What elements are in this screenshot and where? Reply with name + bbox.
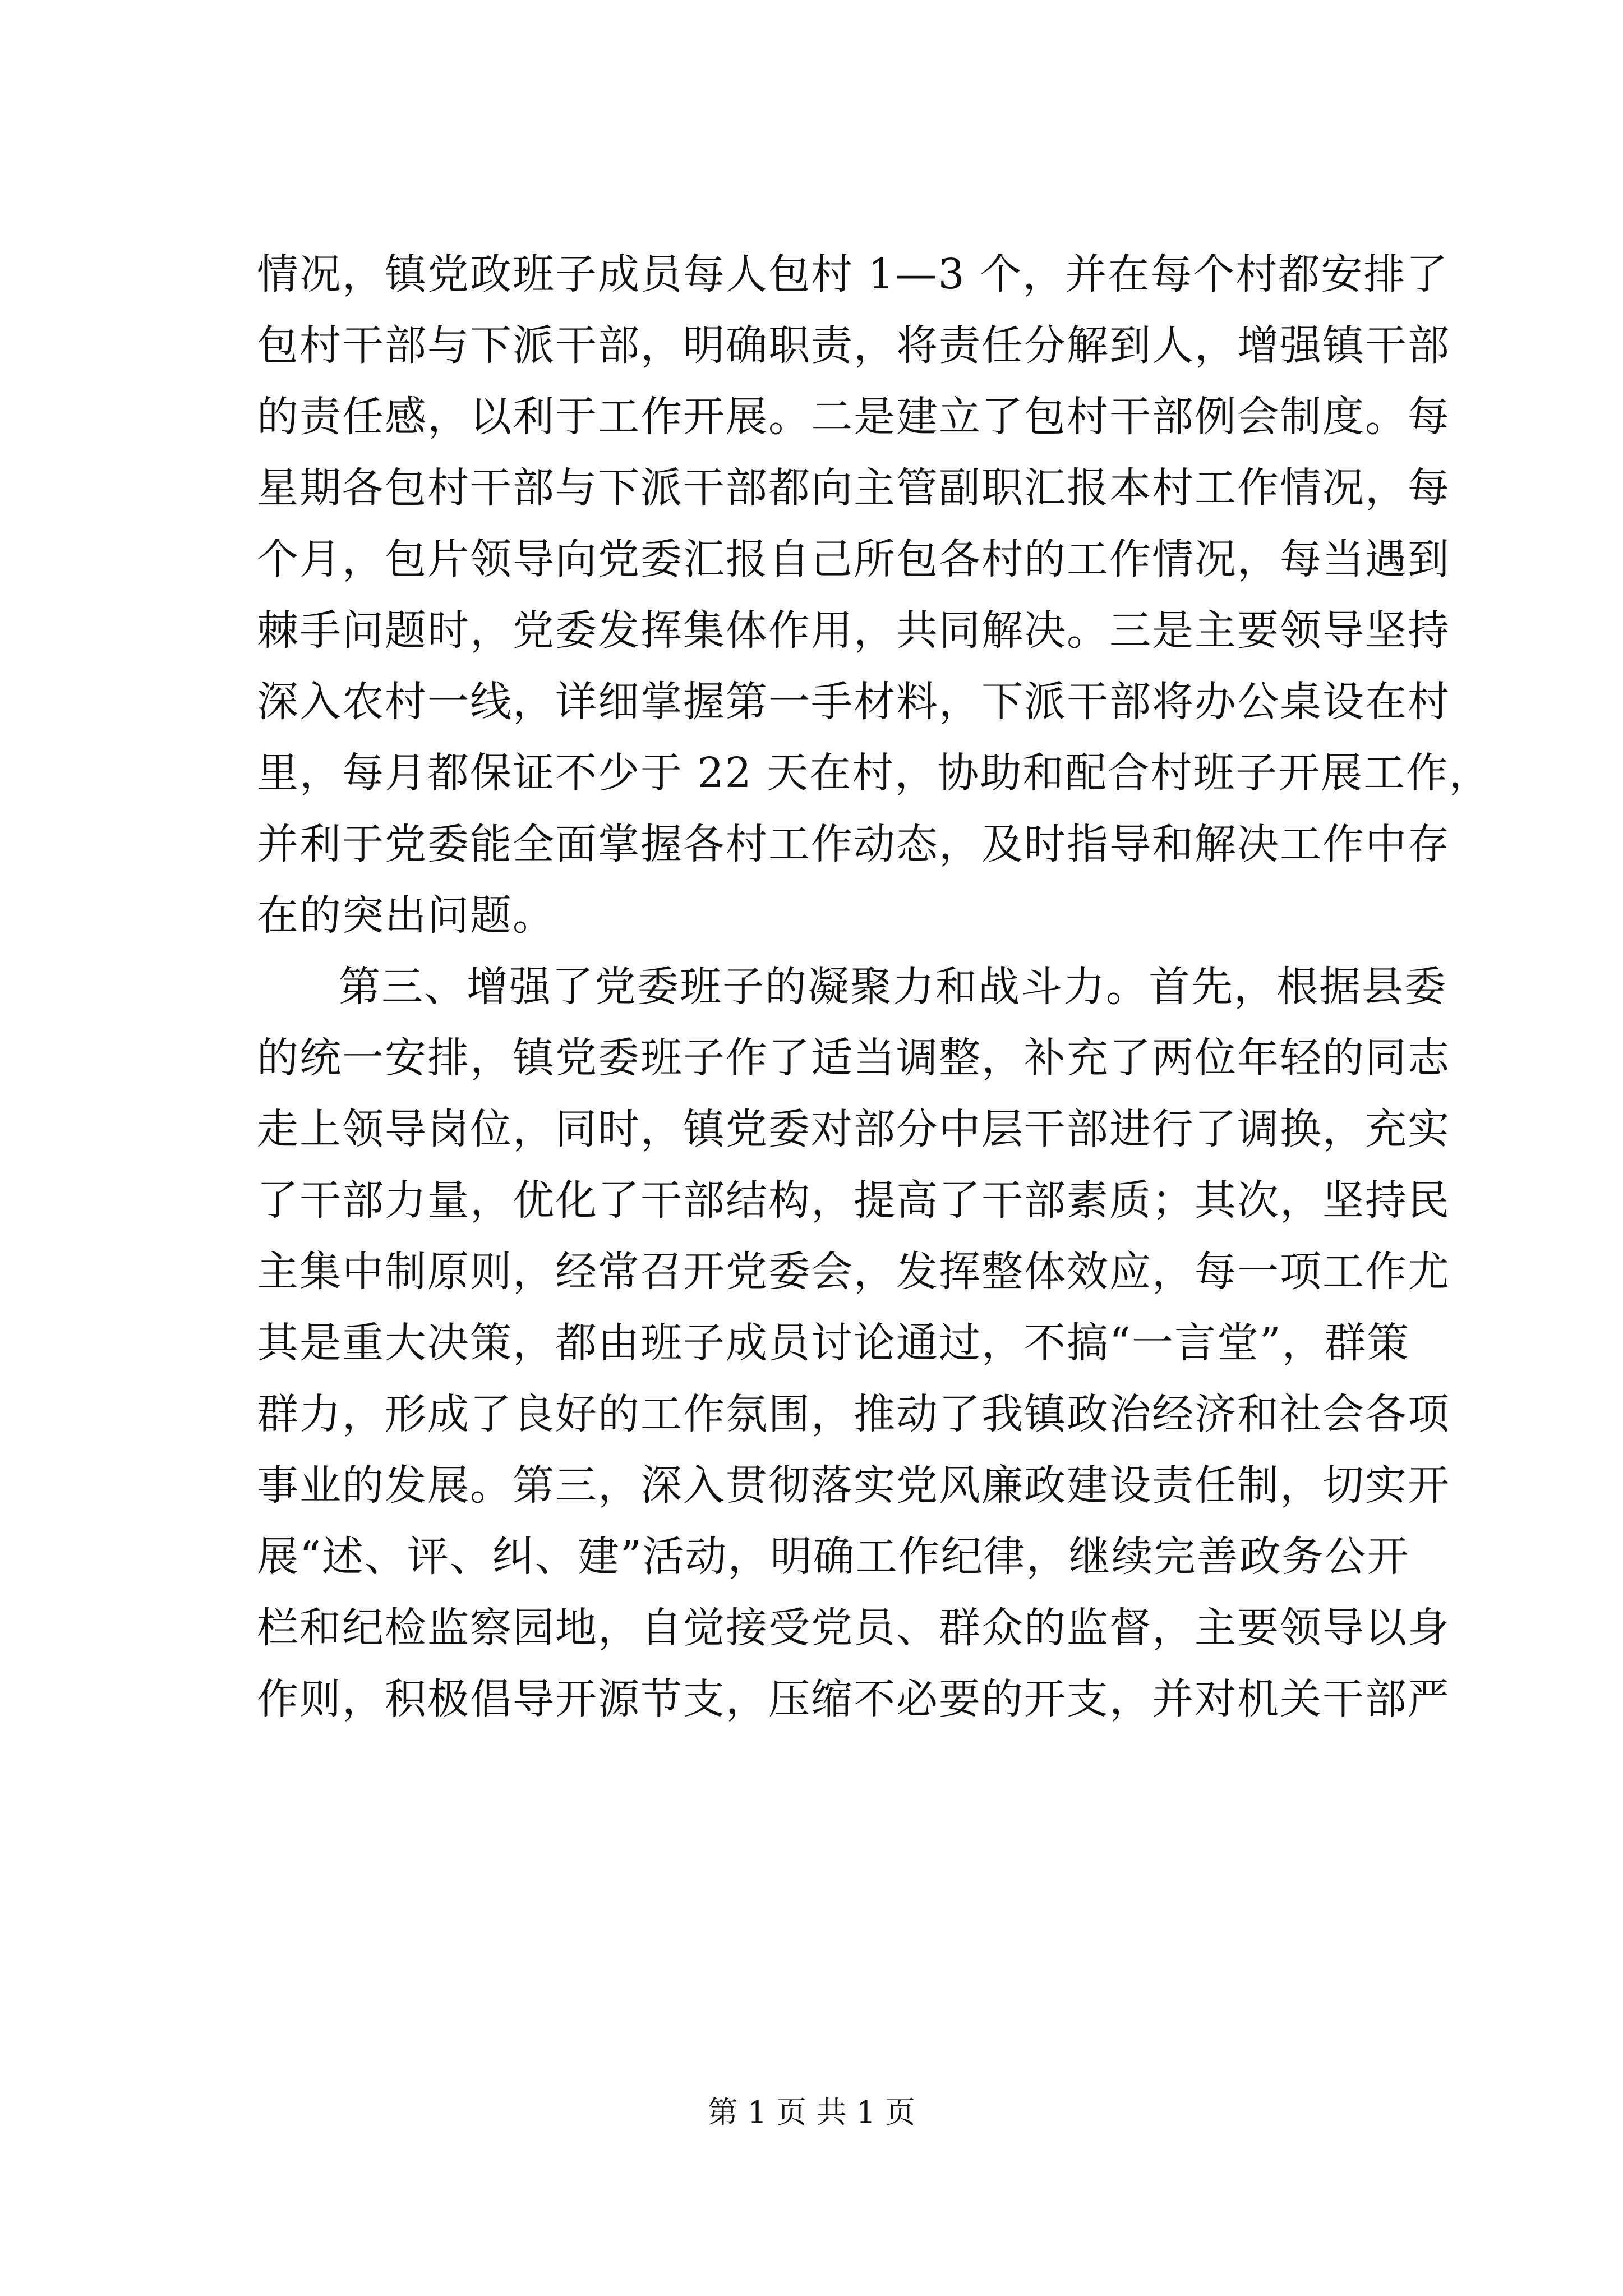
text-line: 了干部力量，优化了干部结构，提高了干部素质；其次，坚持民 [257, 1176, 1450, 1225]
text-line: 的责任感，以利于工作开展。二是建立了包村干部例会制度。每 [257, 393, 1450, 441]
body-text [257, 239, 1492, 1735]
text-line: 情况，镇党政班子成员每人包村 1—3 个，并在每个村都安排了 [257, 250, 1449, 298]
text-line: 栏和纪检监察园地，自觉接受党员、群众的监督，主要领导以身 [257, 1604, 1450, 1652]
text-line: 并利于党委能全面掌握各村工作动态，及时指导和解决工作中存 [257, 820, 1450, 868]
text-line: 事业的发展。第三，深入贯彻落实党风廉政建设责任制，切实开 [257, 1461, 1450, 1510]
text-line: 走上领导岗位，同时，镇党委对部分中层干部进行了调换，充实 [257, 1105, 1450, 1153]
text-line: 里，每月都保证不少于 22 天在村，协助和配合村班子开展工作， [257, 749, 1492, 797]
text-line: 棘手问题时，党委发挥集体作用，共同解决。三是主要领导坚持 [257, 606, 1450, 655]
text-line: 个月，包片领导向党委汇报自己所包各村的工作情况，每当遇到 [257, 535, 1450, 583]
text-line: 深入农村一线，详细掌握第一手材料，下派干部将办公桌设在村 [257, 678, 1450, 726]
text-line: 其是重大决策，都由班子成员讨论通过，不搞“一言堂”，群策 [257, 1319, 1410, 1367]
text-line: 的统一安排，镇党委班子作了适当调整，补充了两位年轻的同志 [257, 1034, 1450, 1082]
paragraph-start-line: 第三、增强了党委班子的凝聚力和战斗力。首先，根据县委 [339, 963, 1447, 1011]
text-line: 在的突出问题。 [257, 891, 555, 940]
text-line: 包村干部与下派干部，明确职责，将责任分解到人，增强镇干部 [257, 321, 1450, 370]
text-line: 星期各包村干部与下派干部都向主管副职汇报本村工作情况，每 [257, 464, 1450, 512]
text-line: 作则，积极倡导开源节支，压缩不必要的开支，并对机关干部严 [257, 1675, 1450, 1723]
page-number-footer: 第 1 页 共 1 页 [707, 2095, 916, 2130]
text-line: 主集中制原则，经常召开党委会，发挥整体效应，每一项工作尤 [257, 1248, 1450, 1296]
text-line: 群力，形成了良好的工作氛围，推动了我镇政治经济和社会各项 [257, 1390, 1450, 1438]
text-line: 展“述、评、纠、建”活动，明确工作纪律，继续完善政务公开 [257, 1533, 1410, 1581]
